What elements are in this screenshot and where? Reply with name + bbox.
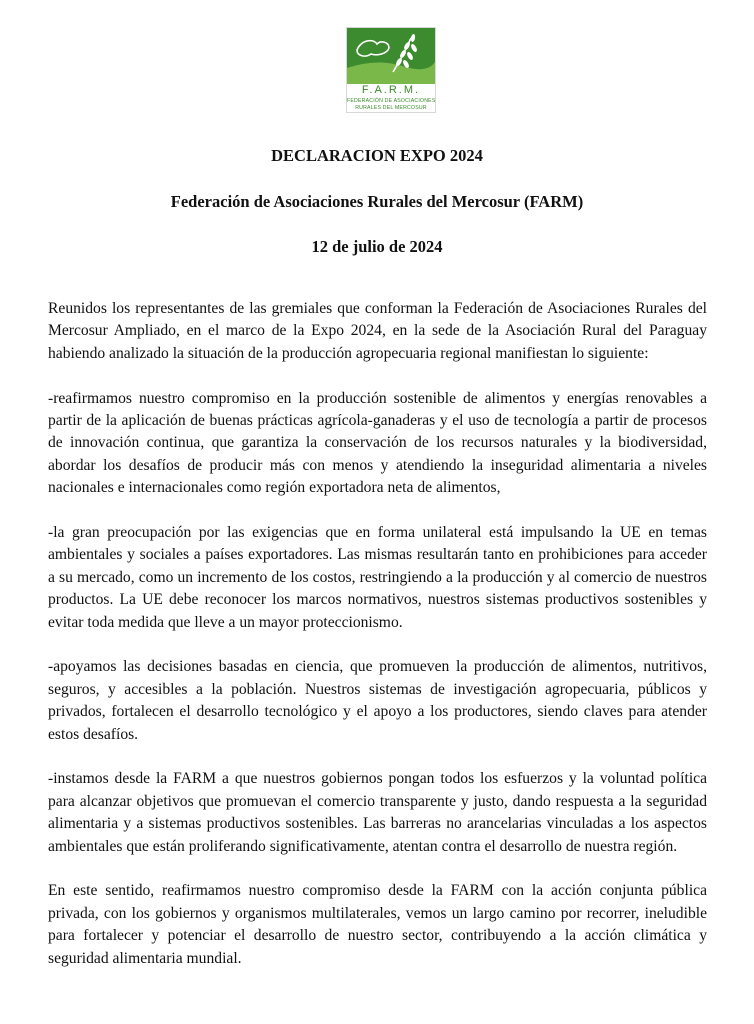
document-date: 12 de julio de 2024 xyxy=(311,237,443,256)
organization-name: Federación de Asociaciones Rurales del Mercosur (FARM) xyxy=(170,192,584,211)
farm-logo xyxy=(346,27,436,113)
paragraph-governments: -instamos desde la FARM a que nuestros gobiernos pongan todos los esfuerzos y la voluntad política para alcanzar objetivos que promuevan el comercio transparente y justo, dando respuesta a la seguridad alimentaria y a sistemas productivos sostenibles. Las barreras no arancelarias vinculadas a los aspectos ambientales que están proliferando significativamente, atentan contra el desarrollo de nuestra región. xyxy=(48,770,707,855)
logo-acronym: F.A.R.M. xyxy=(361,84,421,96)
paragraph-conclusion: En este sentido, reafirmamos nuestro compromiso desde la FARM con la acción conjunta pública privada, con los gobiernos y organismos multilaterales, vemos un largo camino por recorrer, ineludible para fortalecer y potenciar el desarrollo de nuestro sector, contribuyendo a la acción climática y seguridad alimentaria mundial. xyxy=(48,882,707,967)
logo-subtitle-line2: RURALES DEL MERCOSUR xyxy=(355,105,427,111)
farm-emblem-icon xyxy=(347,28,435,84)
paragraph-eu-concern: -la gran preocupación por las exigencias que en forma unilateral está impulsando la UE en temas ambientales y sociales a países exportadores. Las mismas resultarán tanto en prohibiciones para acceder a su mercado, como un incremento de los costos, restringiendo a la producción y al comercio de nuestros productos. La UE debe reconocer los marcos normativos, nuestros sistemas productivos sostenibles y evitar toda medida que lleve a un mayor proteccionismo. xyxy=(48,524,707,631)
paragraph-science: -apoyamos las decisiones basadas en ciencia, que promueven la producción de alimentos, nutritivos, seguros, y accesibles a la población. Nuestros sistemas de investigación agropecuaria, públicos y privados, fortalecen el desarrollo tecnológico y el apoyo a los productores, siendo claves para atender estos desafíos. xyxy=(48,658,707,743)
paragraph-commitment: -reafirmamos nuestro compromiso en la producción sostenible de alimentos y energías renovables a partir de la aplicación de buenas prácticas agrícola-ganaderas y el uso de tecnología a partir de procesos de innovación continua, que garantiza la conservación de los recursos naturales y la biodiversidad, abordar los desafíos de producir más con menos y atendiendo la inseguridad alimentaria a niveles nacionales e internacionales como región exportadora neta de alimentos, xyxy=(48,389,707,497)
document-body xyxy=(48,298,707,993)
logo-subtitle-line1: FEDERACIÓN DE ASOCIACIONES xyxy=(347,98,436,104)
document-title: DECLARACION EXPO 2024 xyxy=(271,146,483,165)
paragraph-intro: Reunidos los representantes de las gremiales que conforman la Federación de Asociaciones Rurales del Mercosur Ampliado, en el marco de la Expo 2024, en la sede de la Asociación Rural del Paraguay habiendo analizado la situación de la producción agropecuaria regional manifiestan lo siguiente: xyxy=(48,300,707,362)
